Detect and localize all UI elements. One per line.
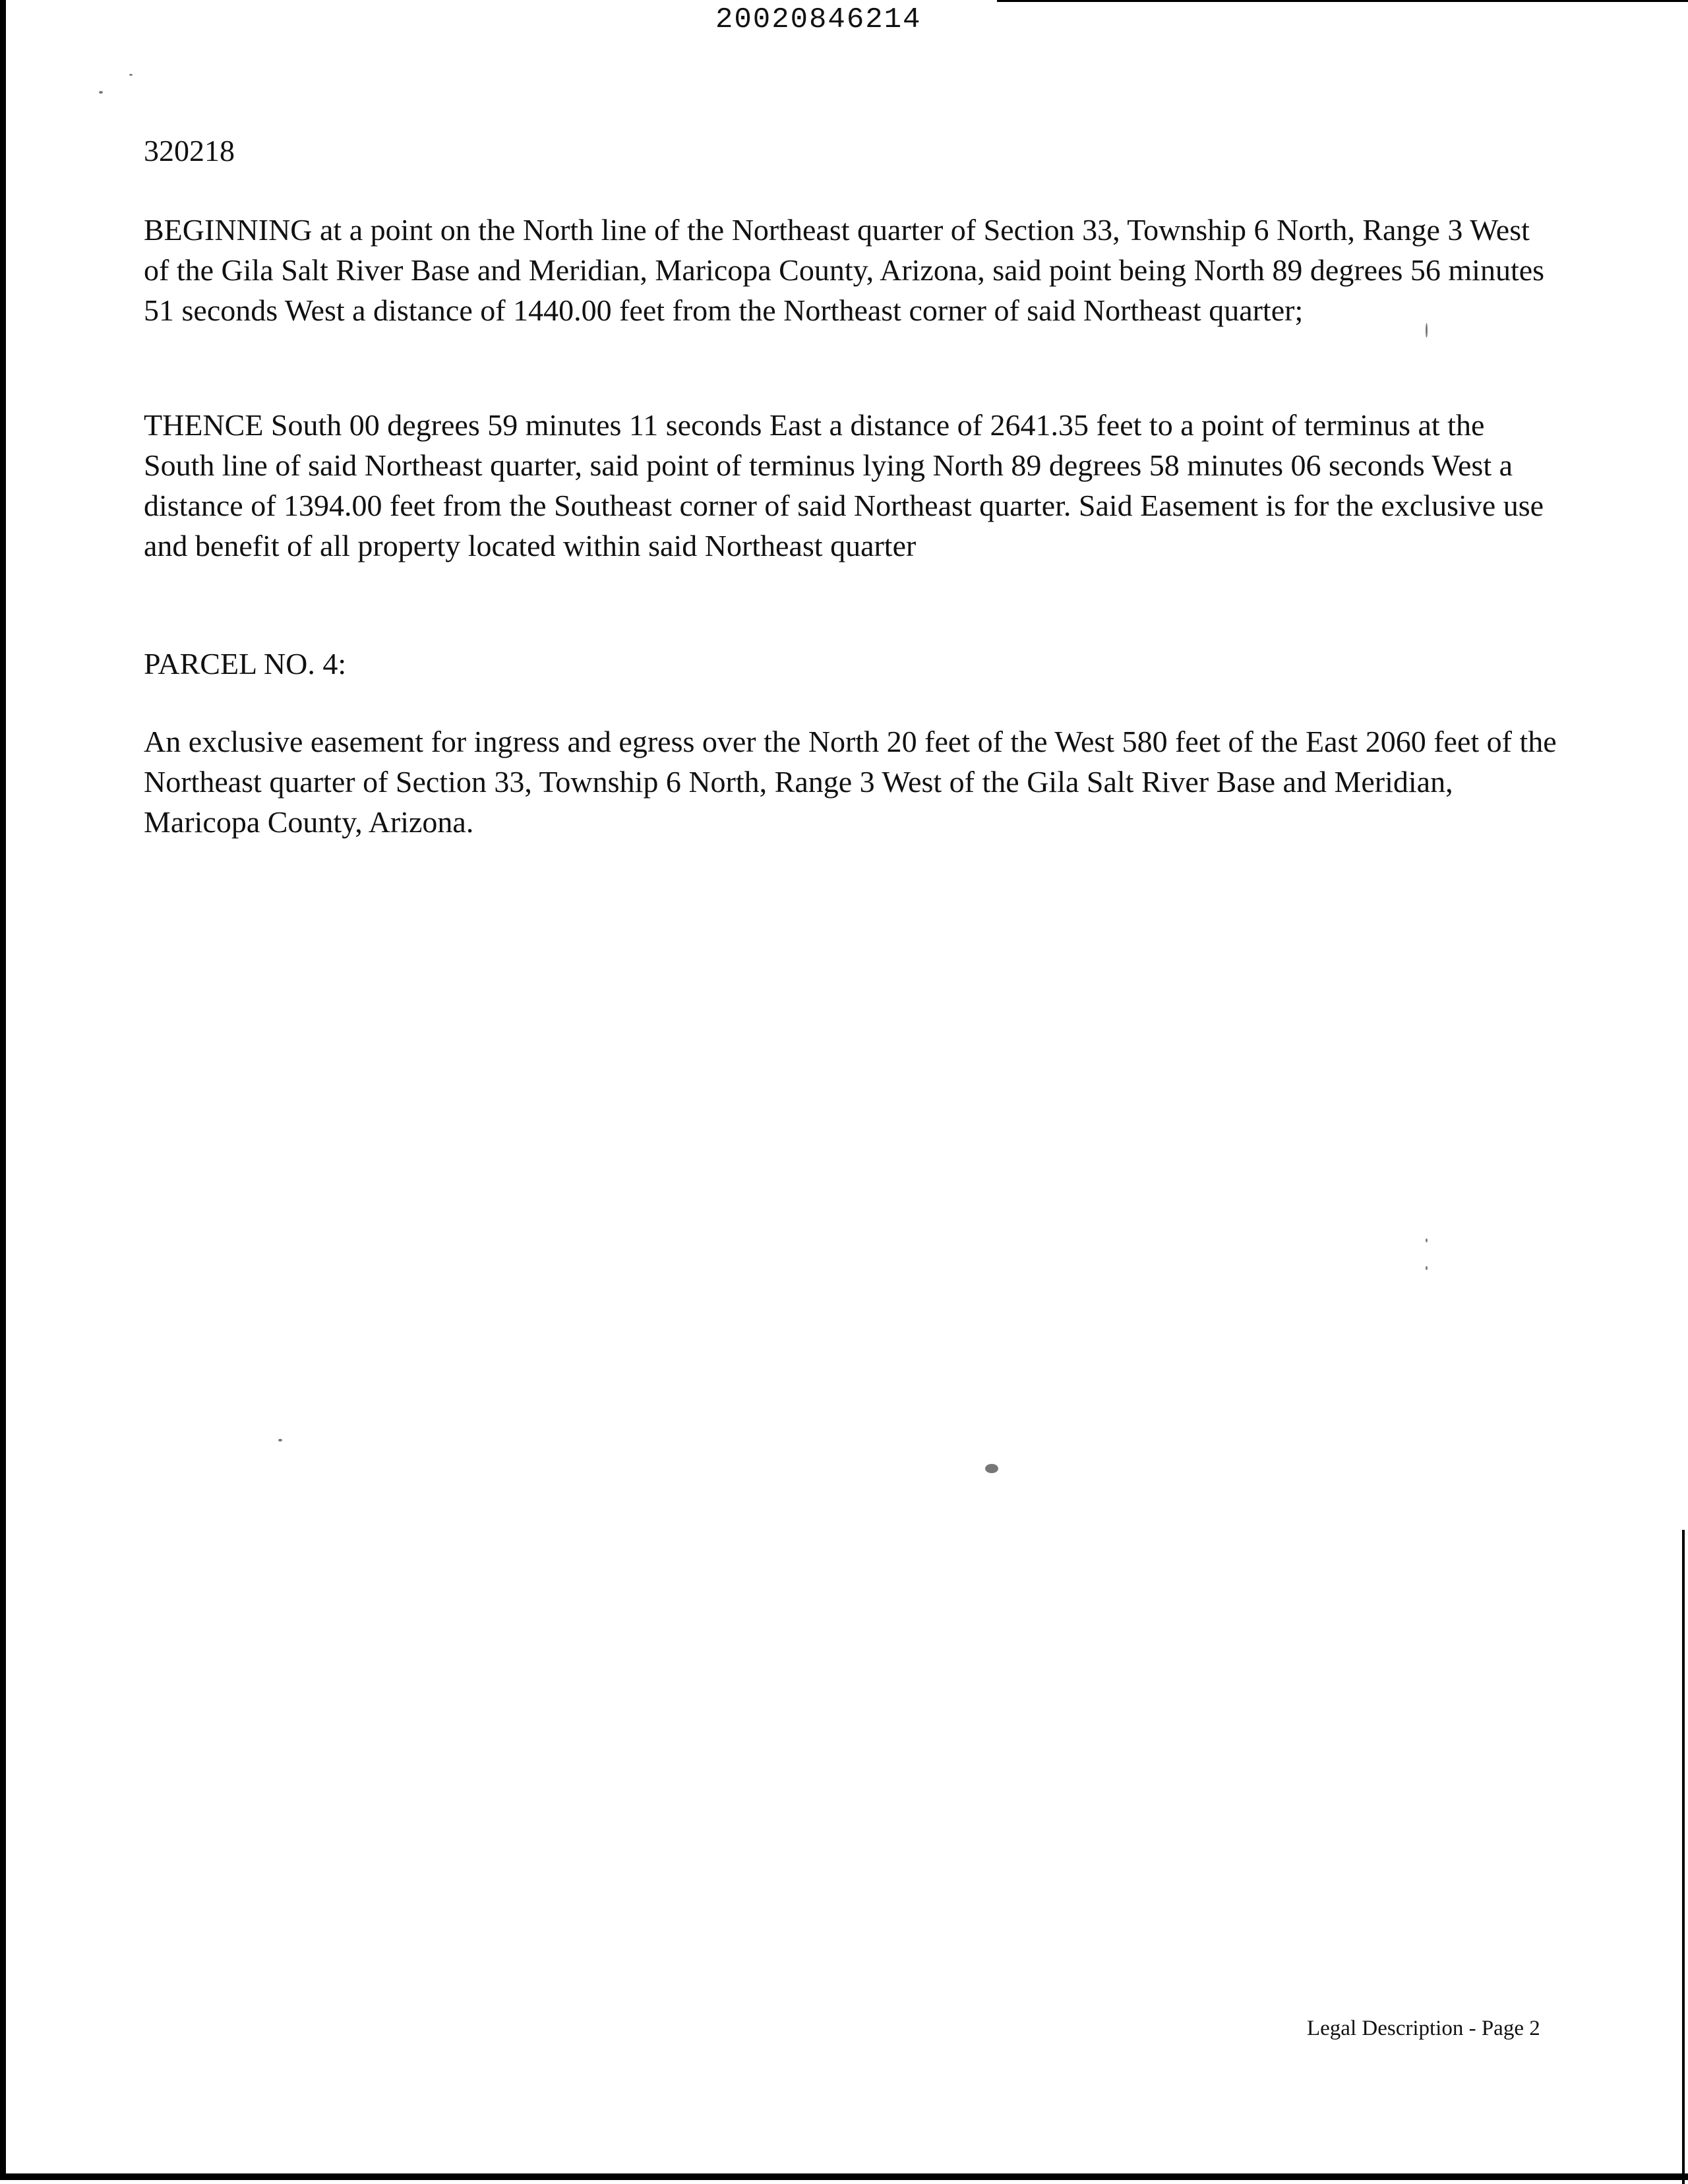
beginning-paragraph: BEGINNING at a point on the North line of the Northeast quarter of Section 33, Township 6 North, Range 3 West of the Gila Salt River Base and Meridian, Maricopa County, Arizona, said point being North 89 degrees 56 minutes 51 seconds West a distance of 1440.00 feet from the Northeast corner of said Northeast quarter;: [144, 213, 1545, 327]
scan-speck: [278, 1439, 282, 1441]
scan-speck: [129, 74, 133, 76]
thence-paragraph: THENCE South 00 degrees 59 minutes 11 seconds East a distance of 2641.35 feet to a point of terminus at the South line of said Northeast quarter, said point of terminus lying North 89 degrees 58 minutes 06 seconds West a distance of 1394.00 feet from the Southeast corner of said Northeast quarter. Said Easement is for the exclusive use and benefit of all property located within said Northeast quarter: [144, 408, 1544, 562]
scan-edge-top: [997, 0, 1688, 2]
scan-edge-right: [1682, 1530, 1685, 2184]
scan-speck: [985, 1464, 998, 1473]
parcel-heading: PARCEL NO. 4:: [144, 647, 347, 681]
scan-edge-left: [0, 0, 6, 2176]
reference-number: 320218: [144, 134, 235, 167]
scan-speck: [99, 91, 103, 94]
page-footer: Legal Description - Page 2: [1307, 2017, 1540, 2040]
scan-speck: [1426, 1238, 1428, 1242]
parcel-description-paragraph: An exclusive easement for ingress and egress over the North 20 feet of the West 580 feet of the East 2060 feet of the Northeast quarter of Section 33, Township 6 North, Range 3 West of the Gila Salt River Base and Meridian, Maricopa County, Arizona.: [144, 725, 1557, 839]
scan-edge-bottom: [0, 2173, 1688, 2180]
recording-number: 20020846214: [715, 3, 922, 36]
scan-speck: [1426, 1266, 1428, 1270]
